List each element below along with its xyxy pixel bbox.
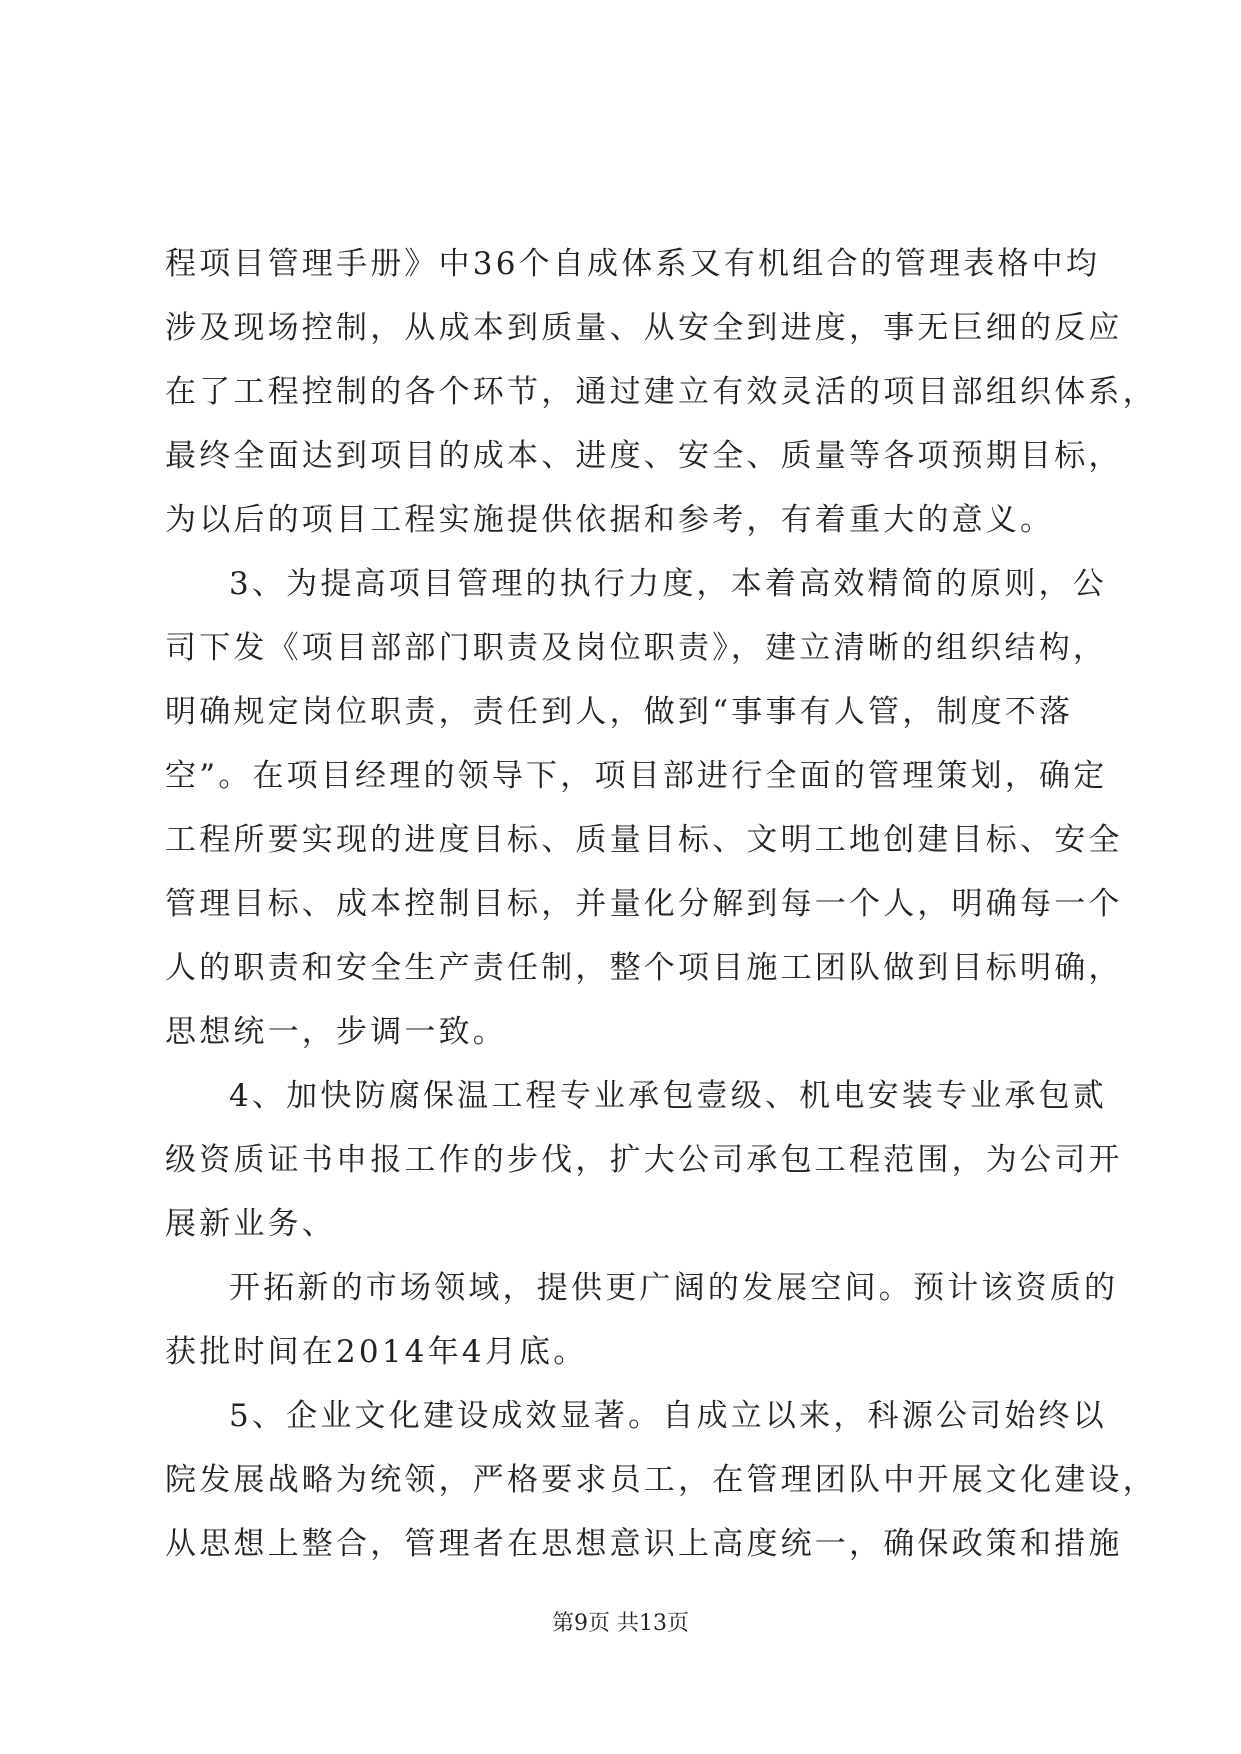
- text-line: 最终全面达到项目的成本、进度、安全、质量等各项预期目标，: [165, 438, 1123, 474]
- text-line: 司下发《项目部部门职责及岗位职责》，建立清晰的组织结构，: [165, 630, 1108, 666]
- text-line: 明确规定岗位职责，责任到人，做到“事事有人管，制度不落: [165, 694, 1074, 730]
- text-line: 4、加快防腐保温工程专业承包壹级、机电安装专业承包贰: [229, 1078, 1107, 1114]
- paragraph: [165, 1384, 1157, 1576]
- text-line: 空”。在项目经理的领导下，项目部进行全面的管理策划，确定: [165, 758, 1108, 794]
- body-text: [165, 232, 1157, 1576]
- paragraph: [165, 1256, 1125, 1384]
- text-line: 从思想上整合，管理者在思想意识上高度统一，确保政策和措施: [165, 1526, 1123, 1562]
- text-line: 思想统一，步调一致。: [165, 1014, 507, 1050]
- text-line: 开拓新的市场领域，提供更广阔的发展空间。预计该资质的: [229, 1270, 1119, 1306]
- paragraph: [165, 1064, 1125, 1256]
- text-line: 工程所要实现的进度目标、质量目标、文明工地创建目标、安全: [165, 822, 1123, 858]
- text-line: 程项目管理手册》中36个自成体系又有机组合的管理表格中均: [165, 246, 1101, 282]
- text-line: 获批时间在2014年4月底。: [165, 1334, 588, 1370]
- text-line: 级资质证书申报工作的步伐，扩大公司承包工程范围，为公司开: [165, 1142, 1123, 1178]
- text-line: 为以后的项目工程实施提供依据和参考，有着重大的意义。: [165, 502, 1055, 538]
- text-line: 3、为提高项目管理的执行力度，本着高效精简的原则，公: [229, 566, 1107, 602]
- text-line: 5、企业文化建设成效显著。自成立以来，科源公司始终以: [229, 1398, 1107, 1434]
- text-line: 涉及现场控制，从成本到质量、从安全到进度，事无巨细的反应: [165, 310, 1123, 346]
- text-line: 院发展战略为统领，严格要求员工，在管理团队中开展文化建设，: [165, 1462, 1157, 1498]
- text-line: 展新业务、: [165, 1206, 336, 1242]
- text-line: 在了工程控制的各个环节，通过建立有效灵活的项目部组织体系，: [165, 374, 1157, 410]
- paragraph: [165, 232, 1157, 552]
- paragraph: [165, 552, 1125, 1064]
- text-line: 管理目标、成本控制目标，并量化分解到每一个人，明确每一个: [165, 886, 1123, 922]
- text-line: 人的职责和安全生产责任制，整个项目施工团队做到目标明确，: [165, 950, 1123, 986]
- page-number-footer: 第9页 共13页: [552, 1611, 689, 1636]
